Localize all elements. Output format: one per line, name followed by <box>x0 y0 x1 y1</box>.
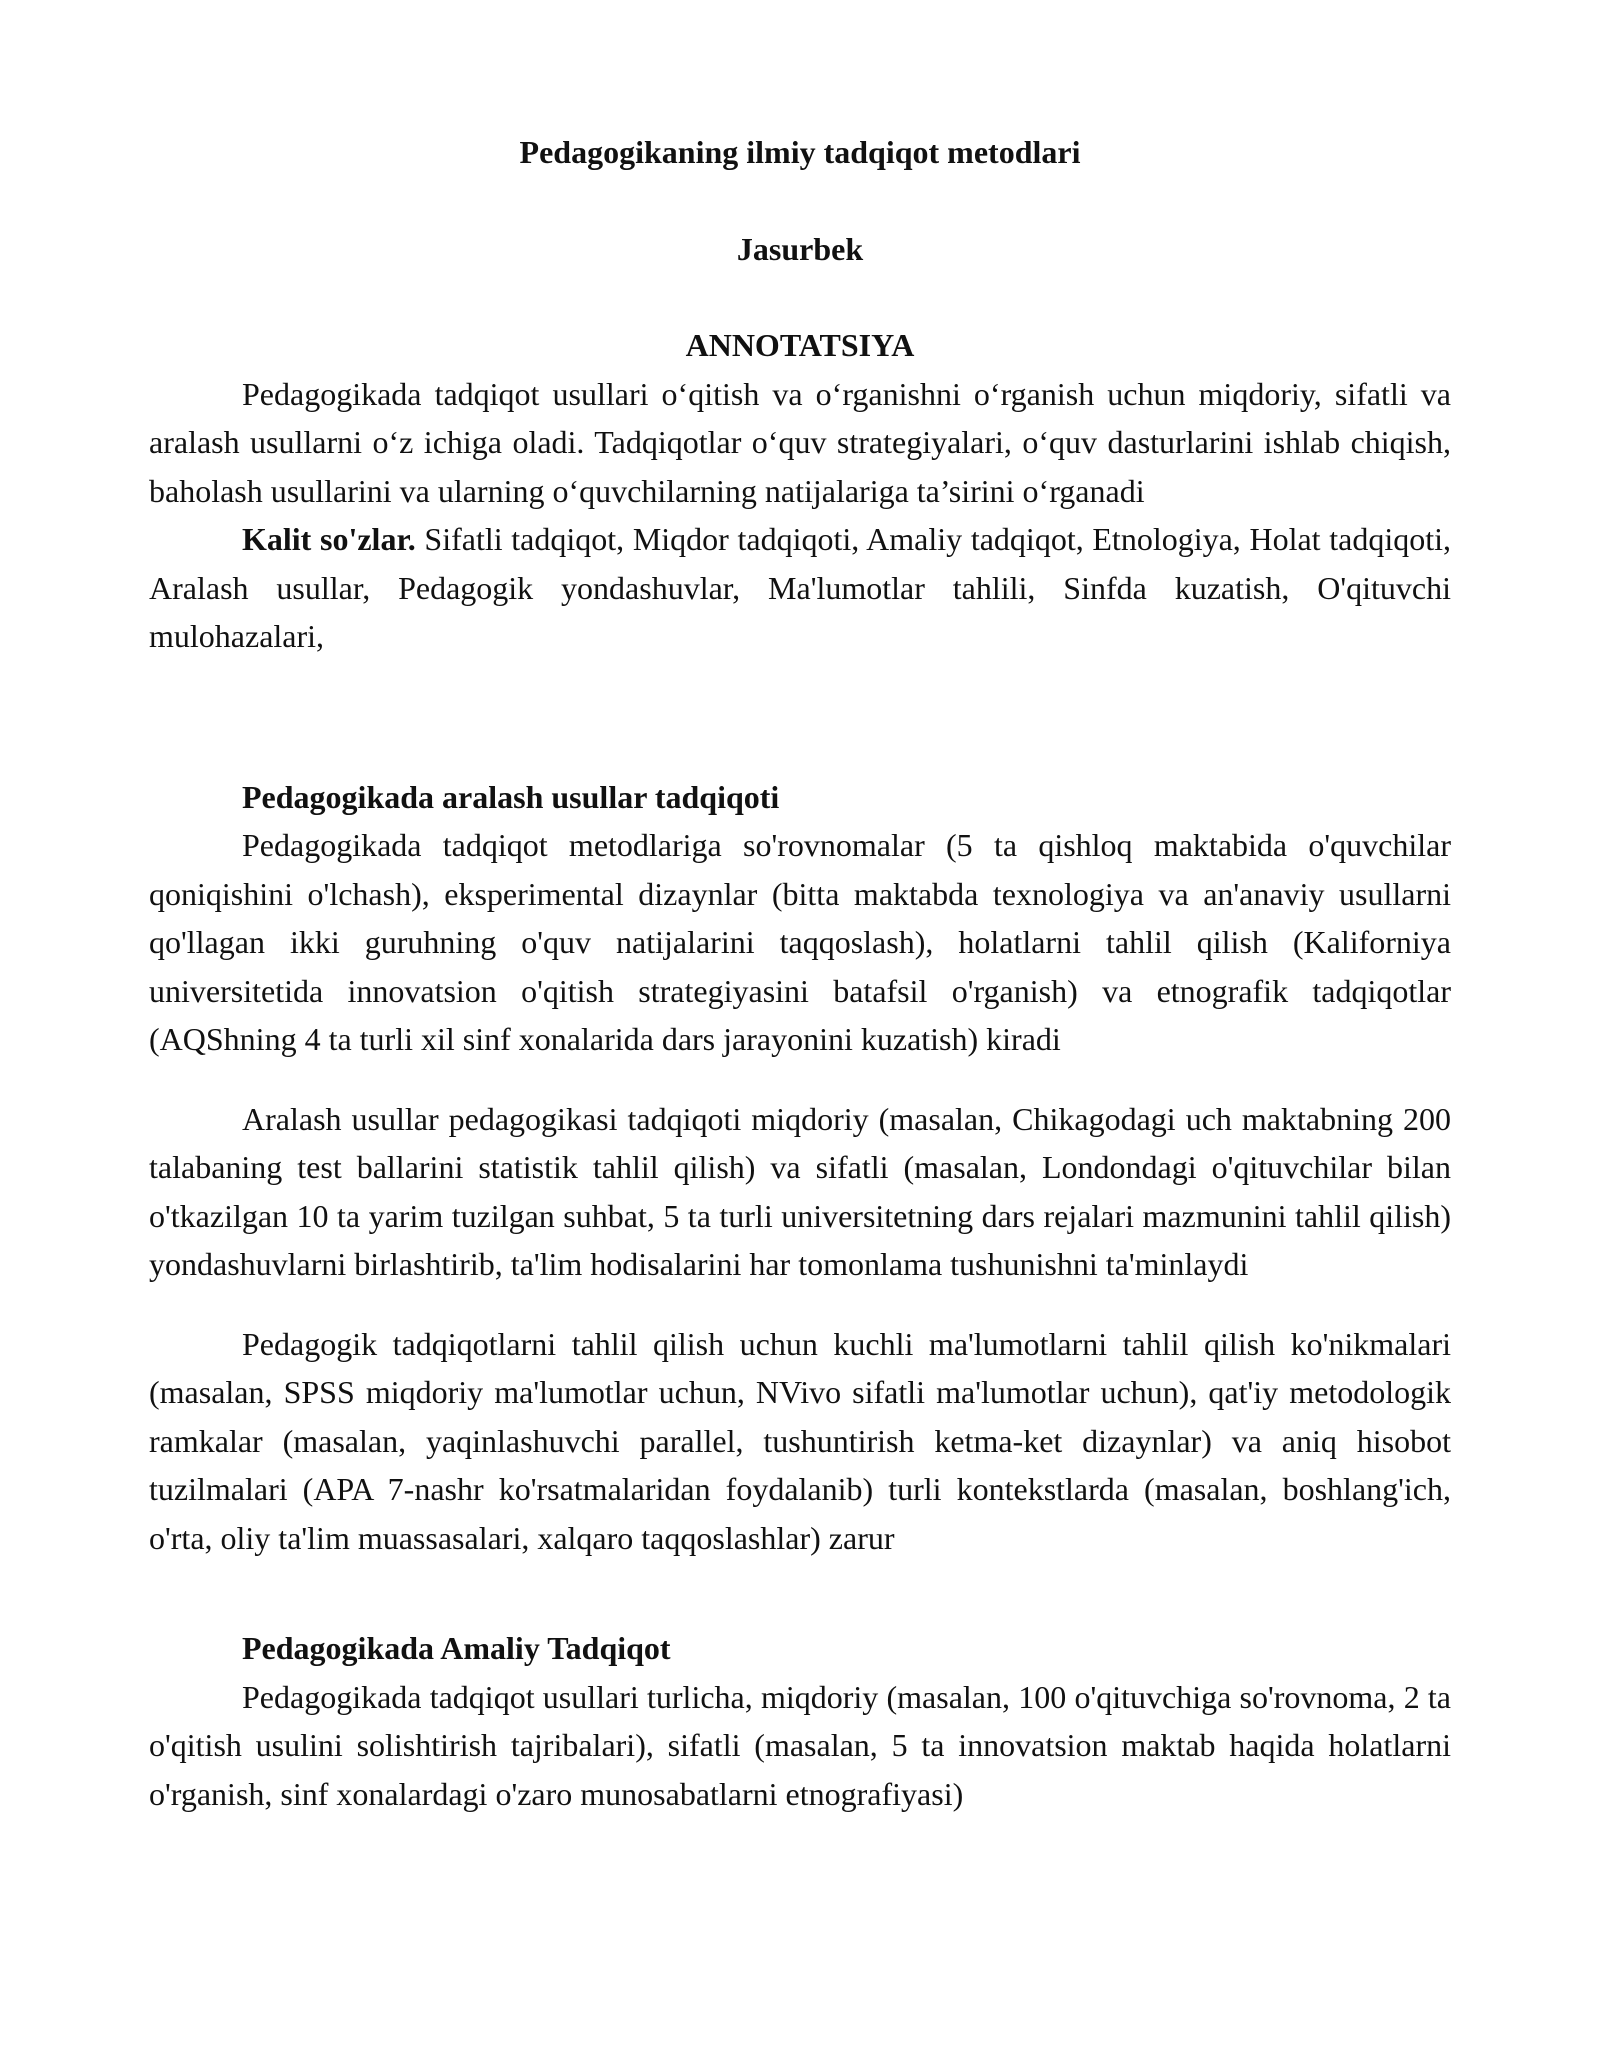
section-heading-mixed-methods: Pedagogikada aralash usullar tadqiqoti <box>242 778 780 815</box>
document-title: Pedagogikaning ilmiy tadqiqot metodlari <box>519 134 1081 170</box>
section-paragraph: Aralash usullar pedagogikasi tadqiqoti miqdoriy (masalan, Chikagodagi uch maktabning 200 talabaning test ballarini statistik tahlil qilish) va sifatli (masalan, Londondagi o'qituvchilar bilan o'tkazilgan 10 ta yarim tuzilgan suhbat, 5 ta turli universitetning dars rejalari mazmunini tahlil qilish) yondashuvlarni birlashtirib, ta'lim hodisalarini har tomonlama tushunishni ta'minlaydi <box>149 1100 1451 1282</box>
document-body <box>149 128 1451 1818</box>
section-paragraph: Pedagogikada tadqiqot metodlariga so'rovnomalar (5 ta qishloq maktabida o'quvchilar qoniqishini o'lchash), eksperimental dizaynlar (bitta maktabda texnologiya va an'anaviy usullarni qo'llagan ikki guruhning o'quv natijalarini taqqoslash), holatlarni tahlil qilish (Kaliforniya universitetida innovatsion o'qitish strategiyasini batafsil o'rganish) va etnografik tadqiqotlar (AQShning 4 ta turli xil sinf xonalarida dars jarayonini kuzatish) kiradi <box>149 827 1451 1057</box>
section-heading-applied-research: Pedagogikada Amaliy Tadqiqot <box>242 1630 671 1666</box>
author-name: Jasurbek <box>736 230 864 267</box>
section-paragraph: Pedagogik tadqiqotlarni tahlil qilish uchun kuchli ma'lumotlarni tahlil qilish ko'nikmalari (masalan, SPSS miqdoriy ma'lumotlar uchun, NVivo sifatli ma'lumotlar uchun), qat'iy metodologik ramkalar (masalan, yaqinlashuvchi parallel, tushuntirish ketma-ket dizaynlar) va aniq hisobot tuzilmalari (APA 7-nashr ko'rsatmalaridan foydalanib) turli kontekstlarda (masalan, boshlang'ich, o'rta, oliy ta'lim muassasalari, xalqaro taqqoslashlar) zarur <box>149 1325 1451 1556</box>
keywords-paragraph <box>149 515 1451 661</box>
keywords-label: Kalit so'zlar. <box>242 521 416 557</box>
annotation-heading: ANNOTATSIYA <box>685 327 915 363</box>
keywords-text: Sifatli tadqiqot, Miqdor tadqiqoti, Amaliy tadqiqot, Etnologiya, Holat tadqiqoti, Aralash usullar, Pedagogik yondashuvlar, Ma'lumotlar tahlili, Sinfda kuzatish, O'qituvchi mulohazalari, <box>149 521 1452 654</box>
annotation-text: Pedagogikada tadqiqot usullari o‘qitish va o‘rganishni o‘rganish uchun miqdoriy, sifatli va aralash usullarni o‘z ichiga oladi. Tadqiqotlar o‘quv strategiyalari, o‘quv dasturlarini ishlab chiqish, baholash usullarini va ularning o‘quvchilarning natijalariga ta’sirini o‘rganadi <box>149 375 1451 509</box>
section-paragraph: Pedagogikada tadqiqot usullari turlicha, miqdoriy (masalan, 100 o'qituvchiga so'rovnoma, 2 ta o'qitish usulini solishtirish tajribalari), sifatli (masalan, 5 ta innovatsion maktab haqida holatlarni o'rganish, sinf xonalardagi o'zaro munosabatlarni etnografiyasi) <box>149 1678 1451 1812</box>
